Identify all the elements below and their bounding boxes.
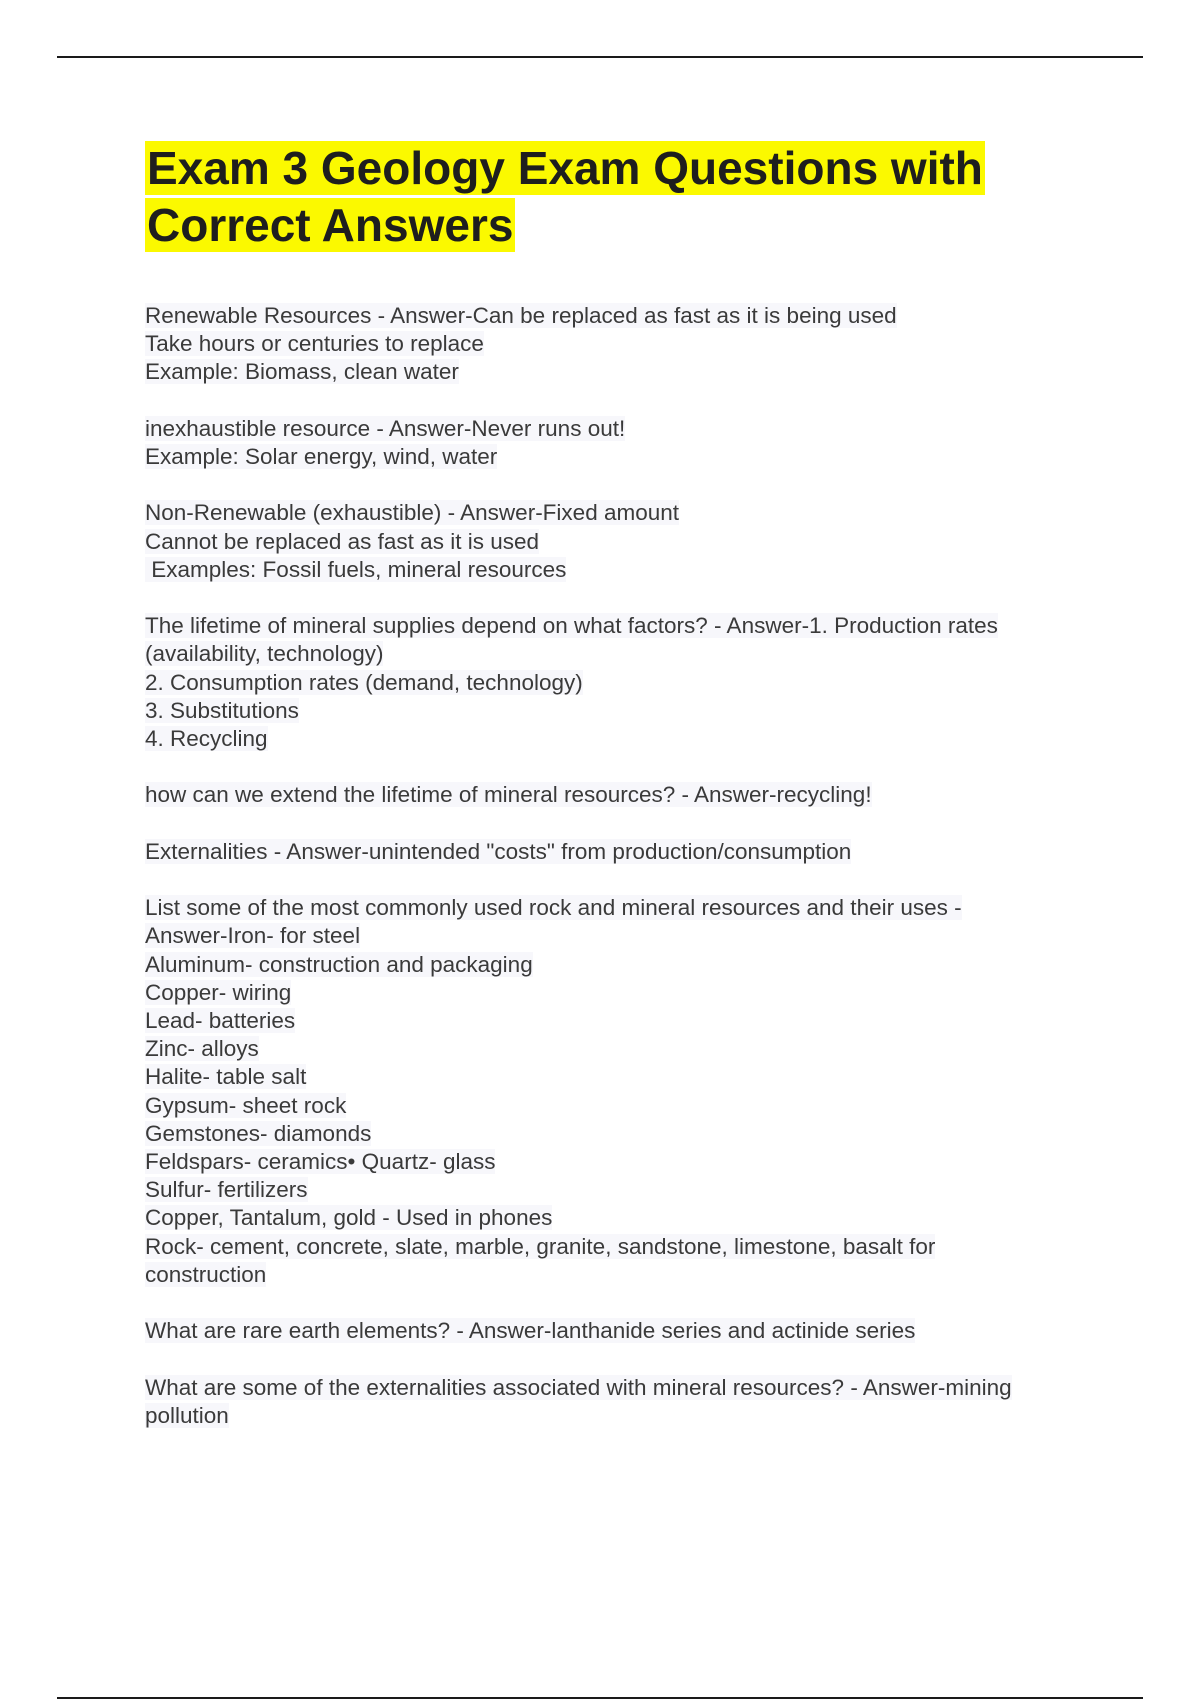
bottom-rule bbox=[57, 1697, 1143, 1699]
qa-line bbox=[145, 894, 1105, 922]
qa-line bbox=[145, 1148, 1105, 1176]
qa-line bbox=[145, 1176, 1105, 1204]
qa-line bbox=[145, 499, 1105, 527]
qa-line bbox=[145, 330, 1105, 358]
qa-line bbox=[145, 1233, 1105, 1261]
qa-line-text: Gypsum- sheet rock bbox=[145, 1092, 347, 1118]
qa-line-text: 3. Substitutions bbox=[145, 697, 299, 723]
qa-line-text: What are rare earth elements? - Answer-lanthanide series and actinide series bbox=[145, 1318, 916, 1344]
qa-line-text: What are some of the externalities associated with mineral resources? - Answer-mining bbox=[145, 1374, 1012, 1400]
qa-line bbox=[145, 838, 1105, 866]
qa-line bbox=[145, 528, 1105, 556]
qa-line bbox=[145, 1007, 1105, 1035]
qa-item bbox=[145, 894, 1105, 1289]
qa-line bbox=[145, 302, 1105, 330]
qa-line-text: Non-Renewable (exhaustible) - Answer-Fixed amount bbox=[145, 500, 680, 526]
qa-item bbox=[145, 781, 1105, 809]
qa-line bbox=[145, 697, 1105, 725]
qa-line-text: Externalities - Answer-unintended "costs" from production/consumption bbox=[145, 838, 852, 864]
qa-line bbox=[145, 358, 1105, 386]
qa-line bbox=[145, 781, 1105, 809]
qa-item bbox=[145, 1317, 1105, 1345]
qa-line-text: construction bbox=[145, 1261, 267, 1287]
qa-line-text: Sulfur- fertilizers bbox=[145, 1177, 308, 1203]
qa-line-text: Cannot be replaced as fast as it is used bbox=[145, 528, 539, 554]
qa-line bbox=[145, 556, 1105, 584]
qa-item bbox=[145, 612, 1105, 753]
qa-line-text: (availability, technology) bbox=[145, 641, 384, 667]
qa-line bbox=[145, 1402, 1105, 1430]
qa-line bbox=[145, 1035, 1105, 1063]
qa-line-text: Take hours or centuries to replace bbox=[145, 331, 484, 357]
qa-line-text: pollution bbox=[145, 1402, 229, 1428]
qa-line bbox=[145, 640, 1105, 668]
qa-line-text: Answer-Iron- for steel bbox=[145, 923, 361, 949]
qa-item bbox=[145, 415, 1105, 471]
qa-line-text: Lead- batteries bbox=[145, 1007, 296, 1033]
qa-line bbox=[145, 415, 1105, 443]
qa-item bbox=[145, 499, 1105, 584]
qa-line-text: Example: Solar energy, wind, water bbox=[145, 444, 498, 469]
qa-line bbox=[145, 922, 1105, 950]
qa-line bbox=[145, 979, 1105, 1007]
qa-line-text: how can we extend the lifetime of mineral resources? - Answer-recycling! bbox=[145, 782, 872, 808]
qa-line bbox=[145, 1317, 1105, 1345]
qa-line-text: Aluminum- construction and packaging bbox=[145, 951, 533, 977]
qa-line bbox=[145, 1092, 1105, 1120]
qa-line-text: Renewable Resources - Answer-Can be replaced as fast as it is being used bbox=[145, 303, 897, 328]
qa-line-text: List some of the most commonly used rock and mineral resources and their uses - bbox=[145, 895, 962, 921]
qa-line-text: Rock- cement, concrete, slate, marble, granite, sandstone, limestone, basalt for bbox=[145, 1233, 936, 1259]
qa-line bbox=[145, 1120, 1105, 1148]
qa-item bbox=[145, 1374, 1105, 1430]
qa-item bbox=[145, 838, 1105, 866]
qa-item bbox=[145, 302, 1105, 387]
qa-list bbox=[145, 302, 1105, 1458]
qa-line bbox=[145, 669, 1105, 697]
qa-line-text: Gemstones- diamonds bbox=[145, 1120, 372, 1146]
qa-line-text: Example: Biomass, clean water bbox=[145, 359, 459, 385]
qa-line-text: inexhaustible resource - Answer-Never runs out! bbox=[145, 415, 626, 441]
qa-line-text: Halite- table salt bbox=[145, 1064, 307, 1090]
qa-line-text: 4. Recycling bbox=[145, 726, 268, 751]
qa-line bbox=[145, 725, 1105, 753]
title-line-2: Correct Answers bbox=[147, 199, 514, 251]
qa-line bbox=[145, 612, 1105, 640]
qa-line-text: Feldspars- ceramics• Quartz- glass bbox=[145, 1149, 496, 1174]
qa-line bbox=[145, 1204, 1105, 1232]
qa-line-text: The lifetime of mineral supplies depend on what factors? - Answer-1. Production rates bbox=[145, 613, 998, 639]
qa-line bbox=[145, 1261, 1105, 1289]
qa-line bbox=[145, 1063, 1105, 1091]
title-line-1: Exam 3 Geology Exam Questions with bbox=[147, 142, 983, 194]
qa-line-text: Zinc- alloys bbox=[145, 1036, 259, 1062]
qa-line bbox=[145, 1374, 1105, 1402]
qa-line-text: Copper, Tantalum, gold - Used in phones bbox=[145, 1205, 553, 1231]
qa-line bbox=[145, 951, 1105, 979]
qa-line-text: Examples: Fossil fuels, mineral resources bbox=[145, 556, 567, 582]
qa-line-text: Copper- wiring bbox=[145, 979, 292, 1005]
qa-line-text: 2. Consumption rates (demand, technology) bbox=[145, 669, 583, 695]
top-rule bbox=[57, 56, 1143, 58]
qa-line bbox=[145, 443, 1105, 471]
document-title bbox=[145, 140, 1065, 254]
